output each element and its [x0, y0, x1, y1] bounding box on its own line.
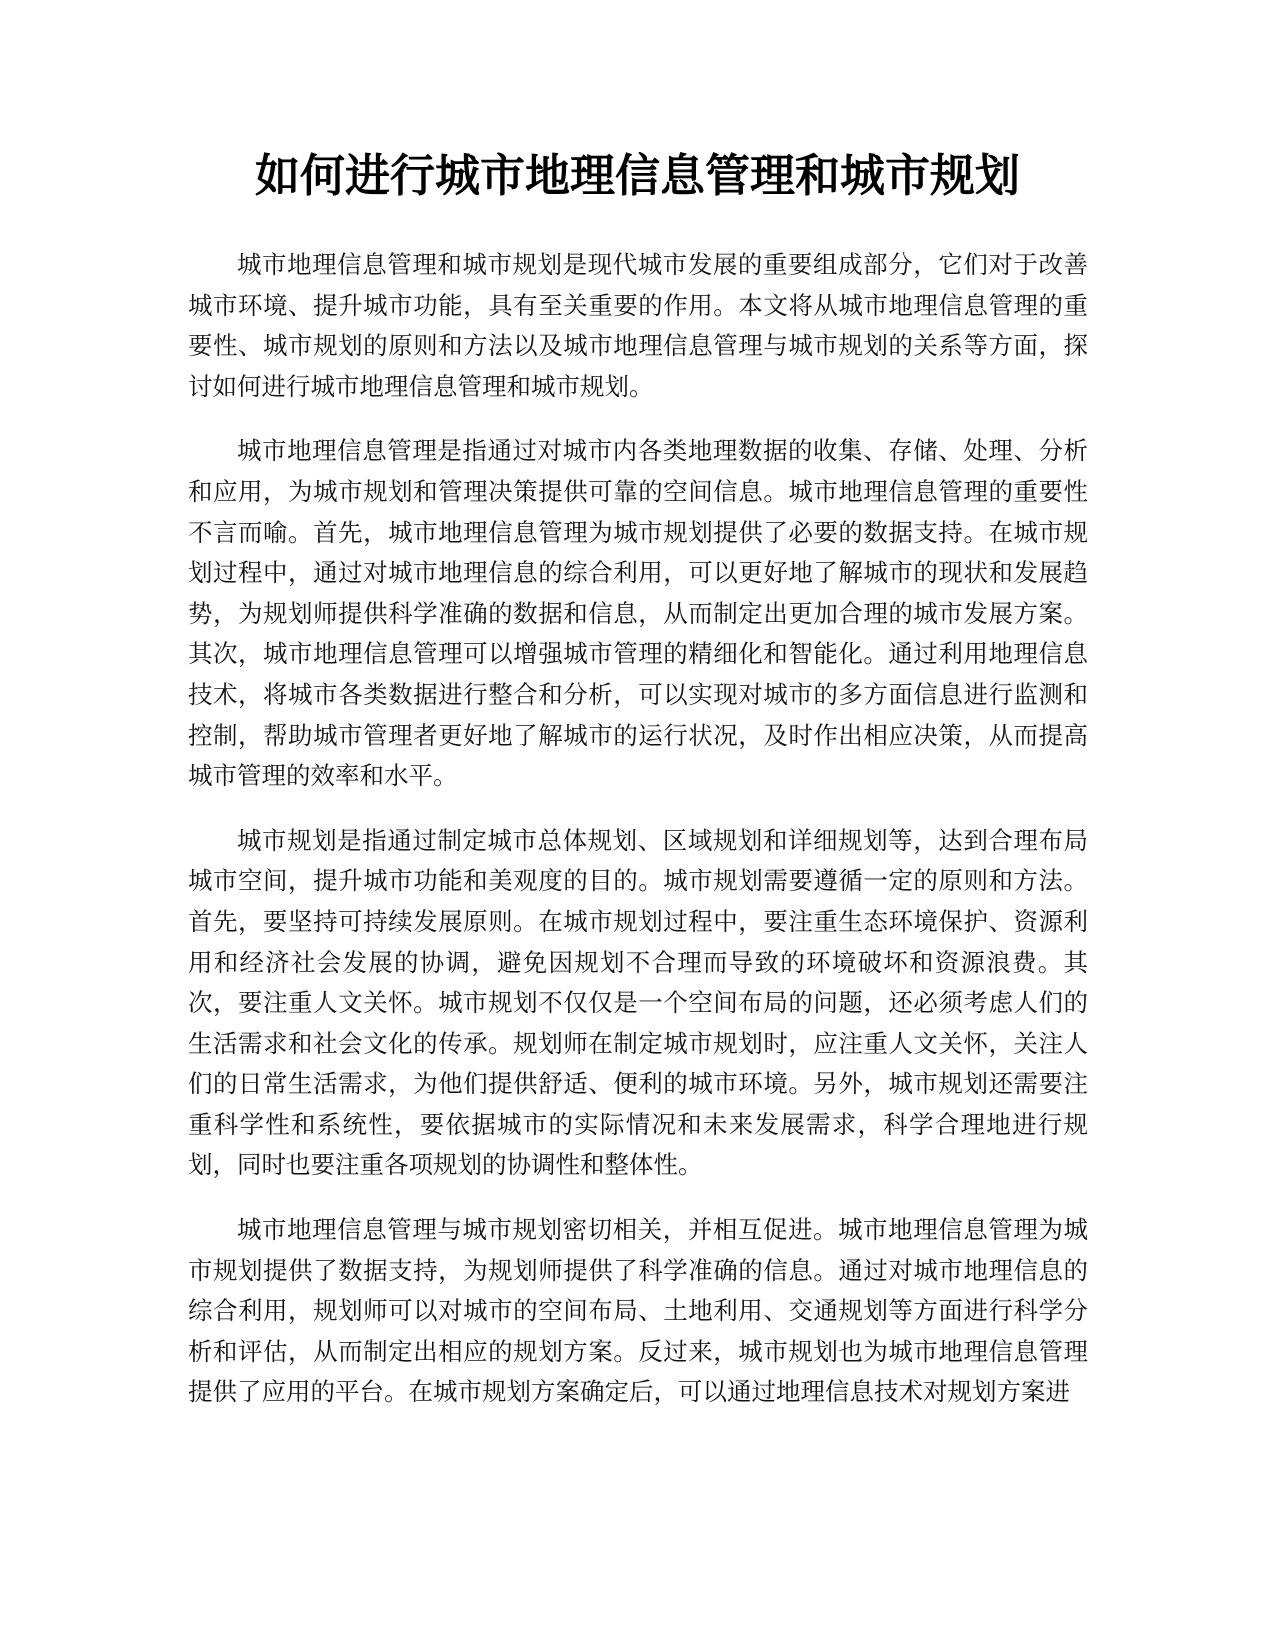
paragraph-1: 城市地理信息管理和城市规划是现代城市发展的重要组成部分，它们对于改善城市环境、提升城市功能，具有至关重要的作用。本文将从城市地理信息管理的重要性、城市规划的原则和方法以及城市地理信息管理与城市规划的关系等方面，探讨如何进行城市地理信息管理和城市规划。	[188, 250, 1088, 401]
paragraph-2: 城市地理信息管理是指通过对城市内各类地理数据的收集、存储、处理、分析和应用，为城市规划和管理决策提供可靠的空间信息。城市地理信息管理的重要性不言而喻。首先，城市地理信息管理为城市规划提供了必要的数据支持。在城市规划过程中，通过对城市地理信息的综合利用，可以更好地了解城市的现状和发展趋势，为规划师提供科学准确的数据和信息，从而制定出更加合理的城市发展方案。其次，城市地理信息管理可以增强城市管理的精细化和智能化。通过利用地理信息技术，将城市各类数据进行整合和分析，可以实现对城市的多方面信息进行监测和控制，帮助城市管理者更好地了解城市的运行状况，及时作出相应决策，从而提高城市管理的效率和水平。	[188, 436, 1088, 791]
paragraph-4: 城市地理信息管理与城市规划密切相关，并相互促进。城市地理信息管理为城市规划提供了数据支持，为规划师提供了科学准确的信息。通过对城市地理信息的综合利用，规划师可以对城市的空间布局、土地利用、交通规划等方面进行科学分析和评估，从而制定出相应的规划方案。反过来，城市规划也为城市地理信息管理提供了应用的平台。在城市规划方案确定后，可以通过地理信息技术对规划方案进	[188, 1215, 1088, 1407]
document-title: 如何进行城市地理信息管理和城市规划	[254, 149, 1020, 202]
paragraph-3: 城市规划是指通过制定城市总体规划、区域规划和详细规划等，达到合理布局城市空间，提升城市功能和美观度的目的。城市规划需要遵循一定的原则和方法。首先，要坚持可持续发展原则。在城市规划过程中，要注重生态环境保护、资源利用和经济社会发展的协调，避免因规划不合理而导致的环境破坏和资源浪费。其次，要注重人文关怀。城市规划不仅仅是一个空间布局的问题，还必须考虑人们的生活需求和社会文化的传承。规划师在制定城市规划时，应注重人文关怀，关注人们的日常生活需求，为他们提供舒适、便利的城市环境。另外，城市规划还需要注重科学性和系统性，要依据城市的实际情况和未来发展需求，科学合理地进行规划，同时也要注重各项规划的协调性和整体性。	[188, 825, 1088, 1180]
document-body	[188, 245, 1088, 1437]
